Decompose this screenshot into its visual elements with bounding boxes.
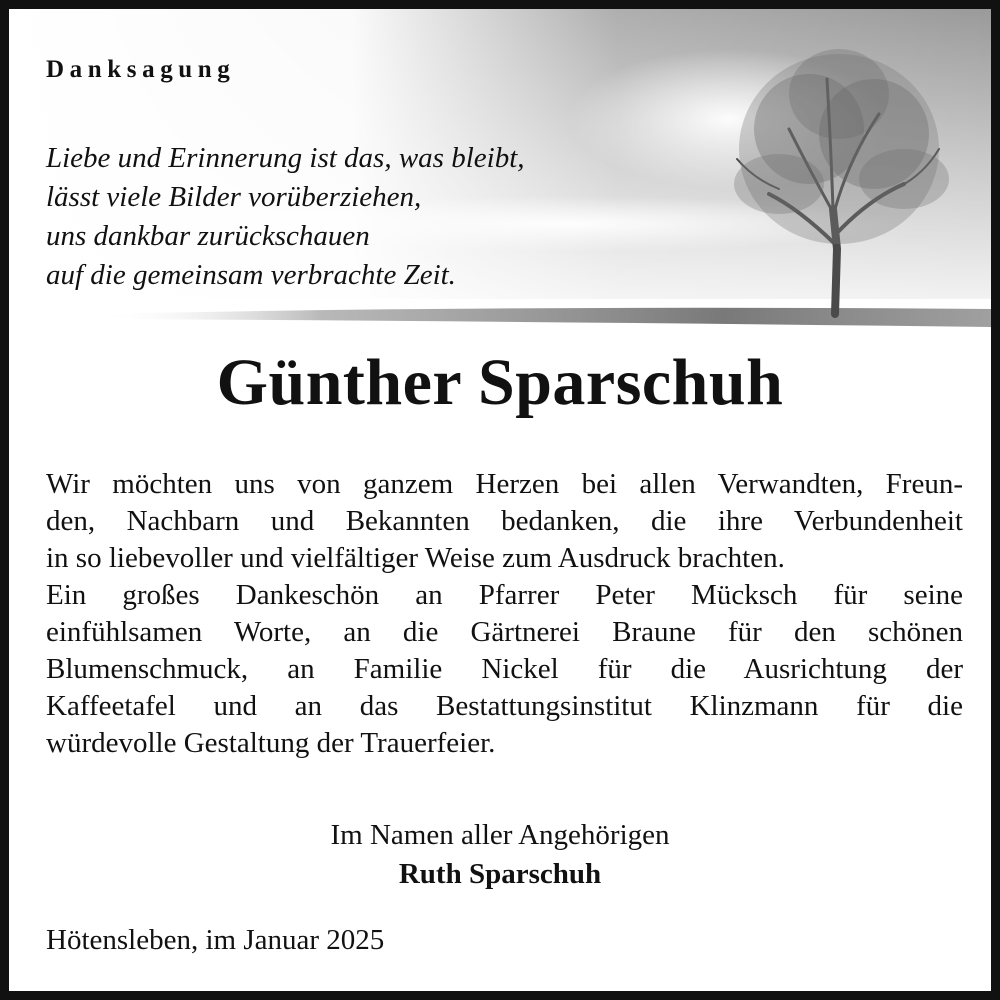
signer-name: Ruth Sparschuh xyxy=(398,858,602,890)
heading-danksagung: Danksagung xyxy=(46,56,236,83)
place-and-date: Hötensleben, im Januar 2025 xyxy=(46,924,385,956)
poem-line: uns dankbar zurückschauen xyxy=(46,220,370,252)
message-line: Ein großes Dankeschön an Pfarrer Peter Mücksch für seine xyxy=(46,579,963,611)
message-line: Blumenschmuck, an Familie Nickel für die Ausrichtung der xyxy=(46,653,963,685)
message-line: den, Nachbarn und Bekannten bedanken, die ihre Verbundenheit xyxy=(46,505,963,537)
poem-line: auf die gemeinsam verbrachte Zeit. xyxy=(46,259,456,291)
deceased-name: Günther Sparschuh xyxy=(216,346,784,419)
message-line: Kaffeetafel und an das Bestattungsinstitut Klinzmann für die xyxy=(46,690,963,722)
message-line: in so liebevoller und vielfältiger Weise zum Ausdruck brachten. xyxy=(46,542,785,574)
thank-you-message xyxy=(46,466,963,762)
poem-line: lässt viele Bilder vorüberziehen, xyxy=(46,181,422,213)
message-line: Wir möchten uns von ganzem Herzen bei allen Verwandten, Freun- xyxy=(46,468,963,500)
poem-line: Liebe und Erinnerung ist das, was bleibt, xyxy=(46,142,525,174)
closing-line: Im Namen aller Angehörigen xyxy=(330,819,670,851)
memorial-poem xyxy=(46,139,525,295)
closing-block xyxy=(9,816,991,894)
message-line: einfühlsamen Worte, an die Gärtnerei Braune für den schönen xyxy=(46,616,963,648)
message-line: würdevolle Gestaltung der Trauerfeier. xyxy=(46,727,496,759)
